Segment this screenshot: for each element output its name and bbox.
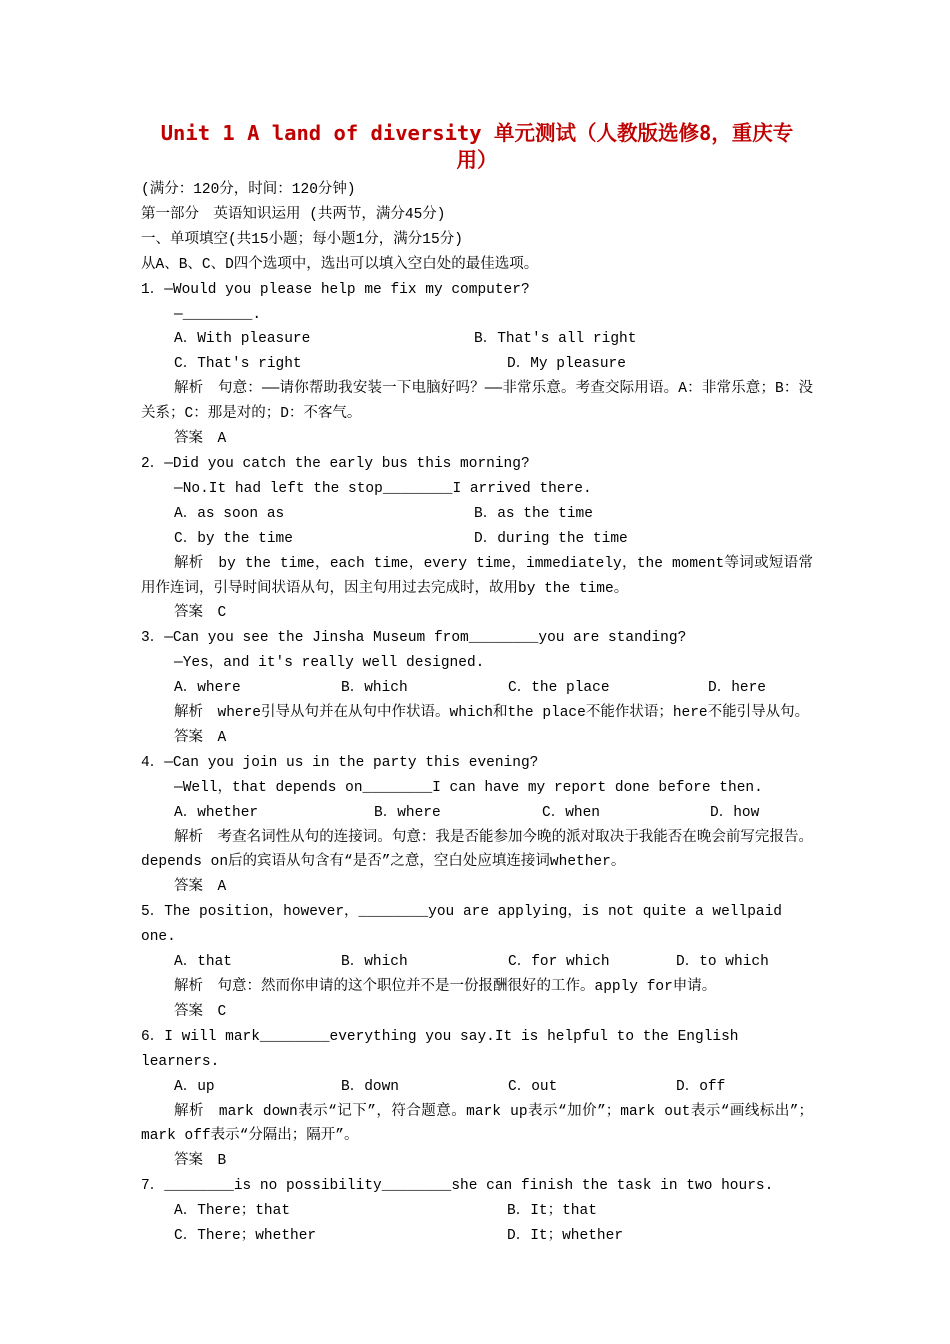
option-c: C．when <box>542 804 601 821</box>
question-stem: 7．________is no possibility________she can finish the task in two hours. <box>141 1178 774 1195</box>
question-3 <box>141 626 813 751</box>
option-a: A．whether <box>174 804 259 821</box>
option-c: C．out <box>508 1078 558 1095</box>
question-stem-reply: —No.It had left the stop________I arrived there. <box>174 480 592 497</box>
answer: 答案 C <box>174 605 227 622</box>
option-c: C．for which <box>508 954 610 971</box>
option-d: D．My pleasure <box>507 356 626 373</box>
score-time: (满分：120分，时间：120分钟) <box>141 182 356 198</box>
options-row <box>141 502 813 527</box>
question-6 <box>141 1025 813 1174</box>
question-stem: 4．—Can you join us in the party this evening? <box>141 754 539 771</box>
instruction: 从A、B、C、D四个选项中，选出可以填入空白处的最佳选项。 <box>141 256 539 273</box>
question-2 <box>141 452 813 626</box>
question-stem: 3．—Can you see the Jinsha Museum from________you are standing? <box>141 630 687 647</box>
question-5 <box>141 900 813 1025</box>
option-d: D．to which <box>676 954 769 971</box>
option-c: C．by the time <box>174 530 293 547</box>
option-d: D．here <box>708 680 767 697</box>
option-b: B．That's all right <box>474 331 637 348</box>
option-b: B．It；that <box>507 1203 597 1220</box>
question-7 <box>141 1174 813 1249</box>
part-heading: 第一部分 英语知识运用 (共两节，满分45分) <box>141 206 446 223</box>
options-row <box>141 1224 813 1249</box>
analysis: 解析 where引导从句并在从句中作状语。which和the place不能作状语；here不能引导从句。 <box>174 705 810 722</box>
analysis: 解析 考查名词性从句的连接词。句意：我是否能参加今晚的派对取决于我能否在晚会前写完报告。depends on后的宾语从句含有“是否”之意，空白处应填连接词whether。 <box>141 829 813 871</box>
question-stem-reply: —________. <box>174 306 262 323</box>
analysis: 解析 by the time，each time，every time，immediately，the moment等词或短语常用作连词，引导时间状语从句，因主句用过去完成时，故用by the time。 <box>141 555 813 597</box>
question-stem-reply: —Well，that depends on________I can have my report done before then. <box>174 779 763 796</box>
option-c: C．the place <box>508 680 610 697</box>
answer: 答案 A <box>174 879 227 896</box>
question-stem: 1．—Would you please help me fix my computer? <box>141 281 530 298</box>
options-row <box>141 801 813 826</box>
question-stem: 2．—Did you catch the early bus this morning? <box>141 455 530 472</box>
options-row <box>141 1075 813 1100</box>
question-stem-reply: —Yes，and it's really well designed. <box>174 655 485 672</box>
answer: 答案 B <box>174 1153 227 1170</box>
option-c: C．That's right <box>174 356 302 373</box>
answer: 答案 A <box>174 729 227 746</box>
option-b: B．down <box>341 1078 400 1095</box>
options-row <box>141 327 813 352</box>
options-row <box>141 352 813 377</box>
option-b: B．which <box>341 680 408 697</box>
option-a: A．With pleasure <box>174 331 311 348</box>
option-b: B．where <box>374 804 441 821</box>
document-page <box>141 120 813 1249</box>
option-d: D．during the time <box>474 530 628 547</box>
analysis: 解析 句意：然而你申请的这个职位并不是一份报酬很好的工作。apply for申请。 <box>174 979 717 995</box>
option-a: A．that <box>174 954 233 971</box>
question-4 <box>141 751 813 900</box>
answer: 答案 A <box>174 431 227 448</box>
options-row <box>141 950 813 975</box>
document-title: Unit 1 A land of diversity 单元测试（人教版选修8，重庆专用） <box>160 121 794 172</box>
option-d: D．It；whether <box>507 1228 624 1245</box>
question-stem: 5．The position，however，________you are applying，is not quite a wellpaid one. <box>141 904 791 946</box>
option-a: A．up <box>174 1078 215 1095</box>
option-b: B．as the time <box>474 505 593 522</box>
option-a: A．as soon as <box>174 505 285 522</box>
options-row <box>141 676 813 701</box>
question-1 <box>141 278 813 452</box>
answer: 答案 C <box>174 1003 227 1020</box>
option-b: B．which <box>341 954 408 971</box>
option-a: A．There；that <box>174 1203 291 1220</box>
option-d: D．off <box>676 1078 726 1095</box>
option-a: A．where <box>174 680 241 697</box>
analysis: 解析 mark down表示“记下”，符合题意。mark up表示“加价”；mark out表示“画线标出”；mark off表示“分隔出；隔开”。 <box>141 1103 813 1145</box>
section-heading: 一、单项填空(共15小题；每小题1分，满分15分) <box>141 231 463 248</box>
analysis: 解析 句意：——请你帮助我安装一下电脑好吗？——非常乐意。考查交际用语。A：非常乐意；B：没关系；C：那是对的；D：不客气。 <box>141 381 813 423</box>
options-row <box>141 527 813 552</box>
option-d: D．how <box>710 804 760 821</box>
options-row <box>141 1199 813 1224</box>
option-c: C．There；whether <box>174 1228 317 1245</box>
question-stem: 6．I will mark________everything you say.It is helpful to the English learners. <box>141 1028 748 1070</box>
